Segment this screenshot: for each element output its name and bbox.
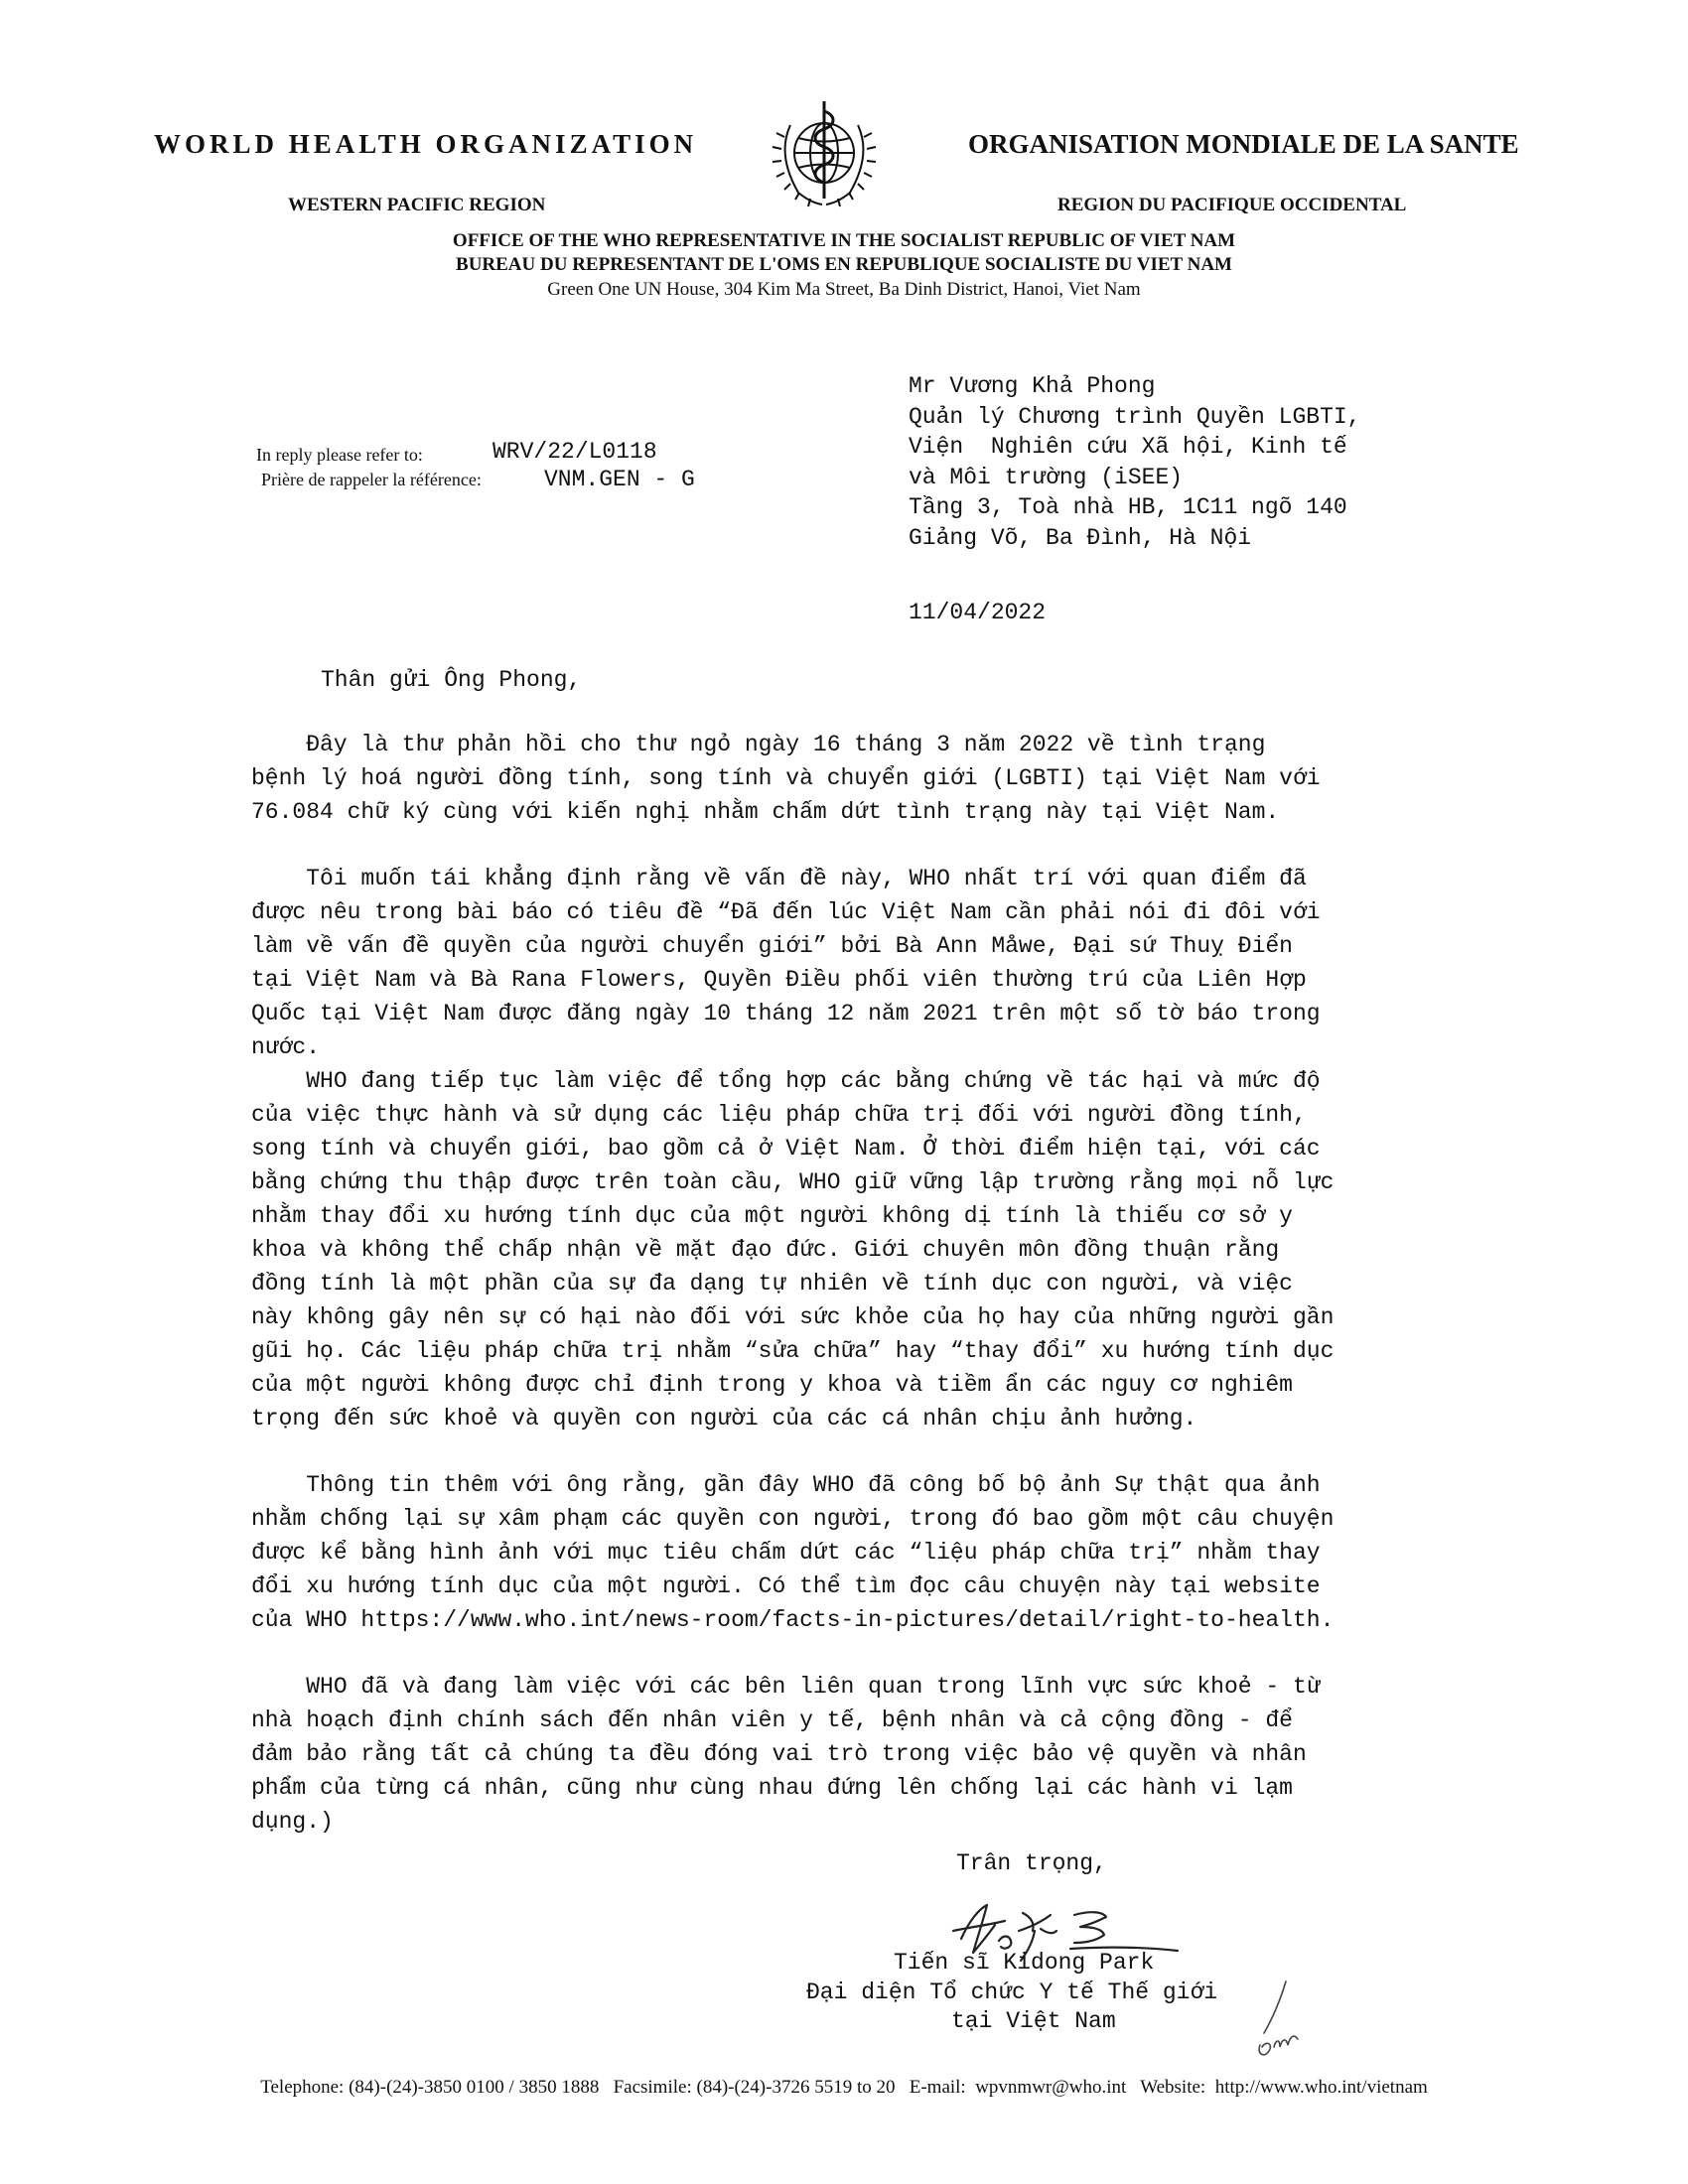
reference-code: VNM.GEN - G [544, 467, 695, 492]
recipient-line: Mr Vương Khả Phong [909, 373, 1156, 399]
paragraph-line: của việc thực hành và sử dụng các liệu pháp chữa trị đối với người đồng tính, [251, 1102, 1307, 1128]
who-emblem-icon [765, 95, 884, 216]
handwritten-initials [1246, 1976, 1316, 2065]
recipient-address [909, 371, 1360, 553]
paragraph-line: của WHO https://www.who.int/news-room/facts-in-pictures/detail/right-to-health. [251, 1607, 1335, 1633]
paragraph-line: gũi họ. Các liệu pháp chữa trị nhằm “sửa chữa” hay “thay đổi” xu hướng tính dục [251, 1338, 1335, 1364]
paragraph-line: dụng.) [251, 1809, 334, 1835]
paragraph-line: tại Việt Nam và Bà Rana Flowers, Quyền Điều phối viên thường trú của Liên Hợp [251, 967, 1307, 993]
paragraph-line: WHO đã và đang làm việc với các bên liên quan trong lĩnh vực sức khoẻ - từ [251, 1674, 1321, 1700]
paragraph-line: khoa và không thể chấp nhận về mặt đạo đức. Giới chuyên môn đồng thuận rằng [251, 1237, 1280, 1263]
paragraph-line: nhà hoạch định chính sách đến nhân viên y tế, bệnh nhân và cả cộng đồng - để [251, 1707, 1293, 1733]
reference-number: WRV/22/L0118 [492, 439, 657, 465]
paragraph-line: của một người không được chỉ định trong y khoa và tiềm ẩn các nguy cơ nghiêm [251, 1372, 1293, 1398]
paragraph-line: nhằm thay đổi xu hướng tính dục của một người không dị tính là thiếu cơ sở y [251, 1203, 1293, 1229]
paragraph-line: song tính và chuyển giới, bao gồm cả ở Việt Nam. Ở thời điểm hiện tại, với các [251, 1136, 1321, 1161]
paragraph-line: đổi xu hướng tính dục của một người. Có thể tìm đọc câu chuyện này tại website [251, 1573, 1321, 1599]
paragraph-line: Tôi muốn tái khẳng định rằng về vấn đề này, WHO nhất trí với quan điểm đã [251, 866, 1307, 891]
paragraph-line: làm về vấn đề quyền của người chuyển giới” bởi Bà Ann Måwe, Đại sứ Thuỵ Điển [251, 933, 1293, 959]
signer-title: Đại diện Tổ chức Y tế Thế giới [806, 1979, 1218, 2005]
recipient-line: Quản lý Chương trình Quyền LGBTI, [909, 403, 1361, 430]
paragraph-line: Đây là thư phản hồi cho thư ngỏ ngày 16 tháng 3 năm 2022 về tình trạng [251, 732, 1266, 757]
recipient-line: Giảng Võ, Ba Đình, Hà Nội [909, 524, 1252, 551]
org-name-french: ORGANISATION MONDIALE DE LA SANTE [968, 129, 1519, 159]
paragraph-line: 76.084 chữ ký cùng với kiến nghị nhằm chấm dứt tình trạng này tại Việt Nam. [251, 799, 1280, 825]
paragraph-line: trọng đến sức khoẻ và quyền con người của các cá nhân chịu ảnh hưởng. [251, 1406, 1197, 1432]
paragraph-line: được nêu trong bài báo có tiêu đề “Đã đến lúc Việt Nam cần phải nói đi đôi với [251, 899, 1321, 925]
paragraph-line: nước. [251, 1034, 321, 1060]
office-english: OFFICE OF THE WHO REPRESENTATIVE IN THE SOCIALIST REPUBLIC OF VIET NAM [452, 230, 1236, 251]
office-address: Green One UN House, 304 Kim Ma Street, Ba Dinh District, Hanoi, Viet Nam [547, 279, 1141, 300]
paragraph-1 [251, 728, 1473, 829]
footer-contact: Telephone: (84)-(24)-3850 0100 / 3850 1888 Facsimile: (84)-(24)-3726 5519 to 20 E-mail: wpvnmwr@who.int Website: http://www.who.int/vietnam [260, 2077, 1428, 2098]
region-english: WESTERN PACIFIC REGION [288, 195, 546, 215]
recipient-line: Tầng 3, Toà nhà HB, 1C11 ngõ 140 [909, 494, 1347, 520]
reference-label-french: Prière de rappeler la référence: [261, 470, 482, 489]
closing: Trân trọng, [956, 1850, 1107, 1876]
paragraph-3 [251, 1468, 1473, 1637]
paragraph-line: nhằm chống lại sự xâm phạm các quyền con người, trong đó bao gồm một câu chuyện [251, 1506, 1335, 1532]
paragraph-line: bằng chứng thu thập được trên toàn cầu, WHO giữ vững lập trường rằng mọi nỗ lực [251, 1169, 1335, 1195]
paragraph-line: bệnh lý hoá người đồng tính, song tính và chuyển giới (LGBTI) tại Việt Nam với [251, 765, 1321, 791]
paragraph-line: Quốc tại Việt Nam được đăng ngày 10 tháng 12 năm 2021 trên một số tờ báo trong [251, 1001, 1321, 1026]
reference-label-english: In reply please refer to: [256, 445, 423, 465]
salutation: Thân gửi Ông Phong, [321, 667, 582, 693]
paragraph-line: đảm bảo rằng tất cả chúng ta đều đóng vai trò trong việc bảo vệ quyền và nhân [251, 1741, 1307, 1767]
paragraph-line: được kể bằng hình ảnh với mục tiêu chấm dứt các “liệu pháp chữa trị” nhằm thay [251, 1540, 1321, 1566]
org-name-english: WORLD HEALTH ORGANIZATION [154, 129, 698, 159]
paragraph-line: WHO đang tiếp tục làm việc để tổng hợp các bằng chứng về tác hại và mức độ [251, 1068, 1321, 1094]
region-french: REGION DU PACIFIQUE OCCIDENTAL [1057, 195, 1407, 215]
signer-name: Tiến sĩ Kidong Park [894, 1950, 1155, 1976]
paragraph-line: đồng tính là một phần của sự đa dạng tự nhiên về tính dục con người, và việc [251, 1271, 1293, 1297]
paragraph-line: phẩm của từng cá nhân, cũng như cùng nhau đứng lên chống lại các hành vi lạm [251, 1775, 1293, 1801]
office-french: BUREAU DU REPRESENTANT DE L'OMS EN REPUBLIQUE SOCIALISTE DU VIET NAM [456, 254, 1232, 275]
paragraph-4 [251, 1670, 1473, 1839]
recipient-line: Viện Nghiên cứu Xã hội, Kinh tế [909, 434, 1347, 460]
recipient-line: và Môi trường (iSEE) [909, 464, 1184, 490]
paragraph-line: Thông tin thêm với ông rằng, gần đây WHO đã công bố bộ ảnh Sự thật qua ảnh [251, 1472, 1321, 1498]
signer-location: tại Việt Nam [951, 2008, 1116, 2034]
letter-date: 11/04/2022 [909, 600, 1047, 625]
paragraph-line: này không gây nên sự có hại nào đối với sức khỏe của họ hay của những người gần [251, 1304, 1335, 1330]
paragraph-2 [251, 862, 1473, 1435]
